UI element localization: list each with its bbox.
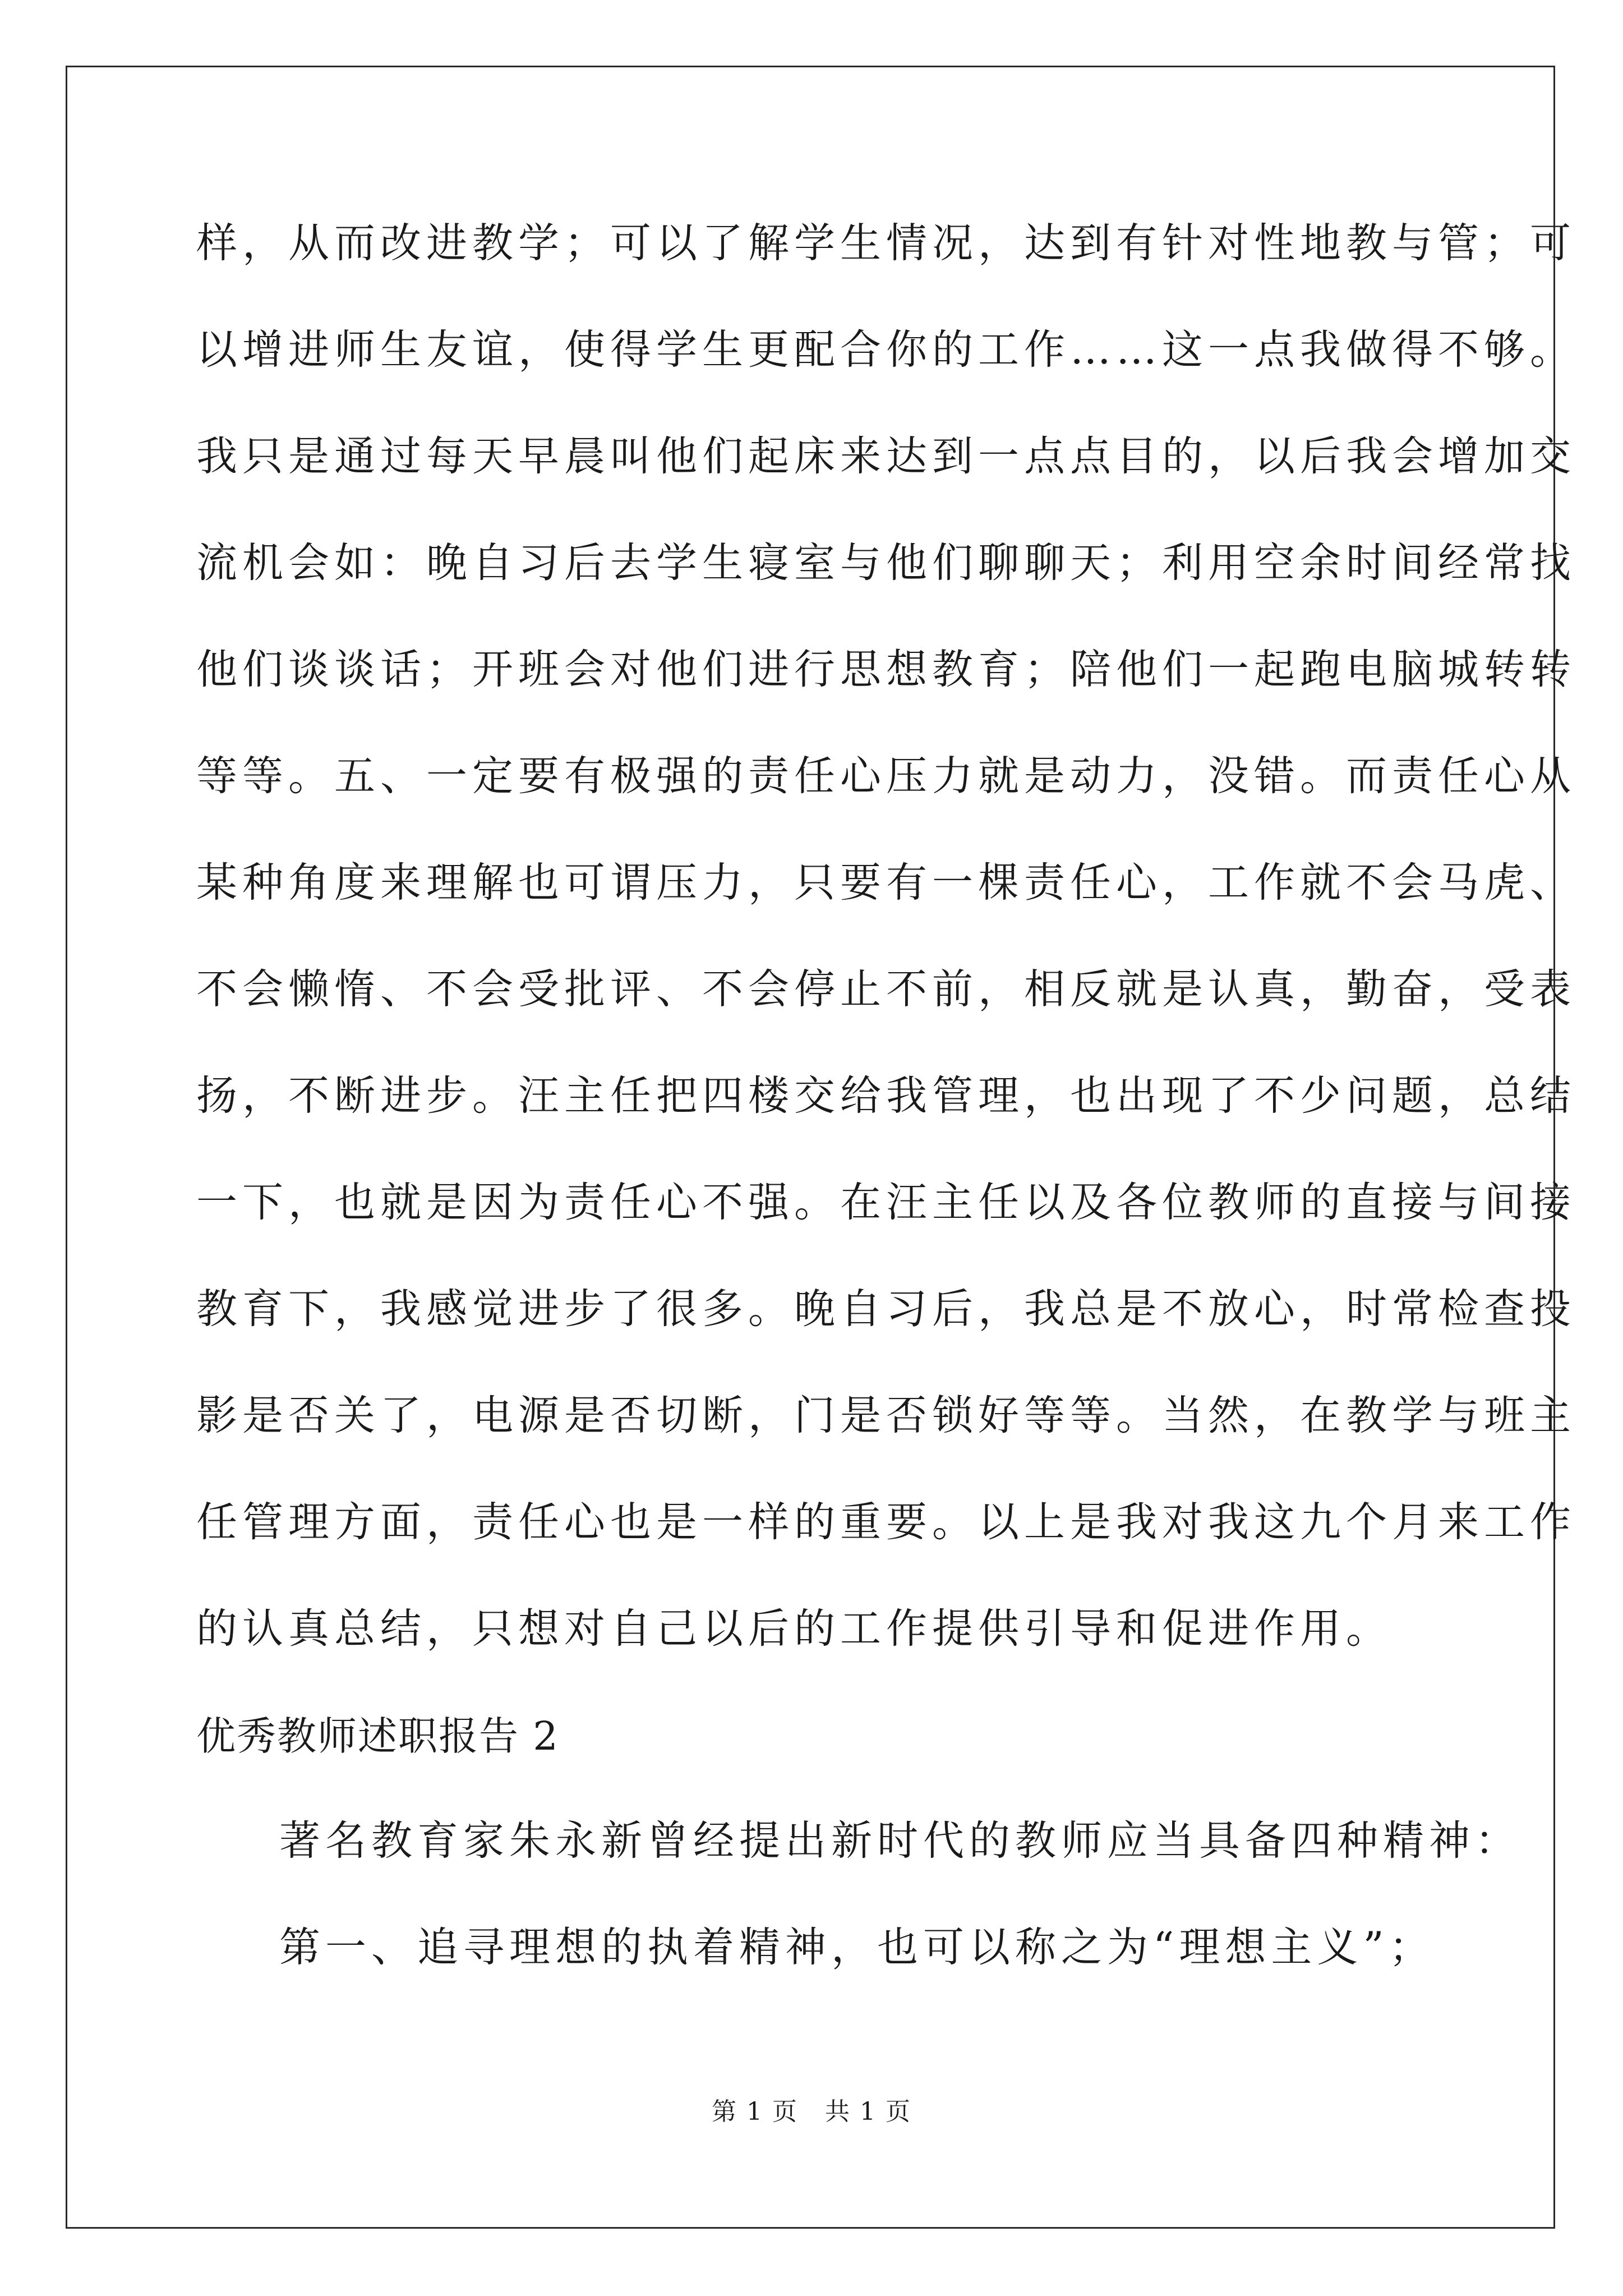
text-line: 某种角度来理解也可谓压力，只要有一棵责任心，工作就不会马虎、 [196, 859, 1576, 907]
paragraph-line: 第一、追寻理想的执着精神，也可以称之为“理想主义”； [279, 1924, 1435, 1971]
text-line: 样，从而改进教学；可以了解学生情况，达到有针对性地教与管；可 [196, 219, 1576, 267]
paragraph-line: 著名教育家朱永新曾经提出新时代的教师应当具备四种精神： [279, 1817, 1521, 1865]
text-line: 扬，不断进步。汪主任把四楼交给我管理，也出现了不少问题，总结 [196, 1072, 1576, 1120]
text-line: 我只是通过每天早晨叫他们起床来达到一点点目的，以后我会增加交 [196, 432, 1576, 480]
text-line: 教育下，我感觉进步了很多。晚自习后，我总是不放心，时常检查投 [196, 1285, 1576, 1333]
text-line: 一下，也就是因为责任心不强。在汪主任以及各位教师的直接与间接 [196, 1179, 1576, 1226]
text-line: 影是否关了，电源是否切断，门是否锁好等等。当然，在教学与班主 [196, 1392, 1576, 1439]
text-line: 的认真总结，只想对自己以后的工作提供引导和促进作用。 [196, 1605, 1392, 1653]
text-line: 任管理方面，责任心也是一样的重要。以上是我对我这九个月来工作 [196, 1498, 1576, 1546]
text-line: 不会懒惰、不会受批评、不会停止不前，相反就是认真，勤奋，受表 [196, 965, 1576, 1013]
text-line: 以增进师生友谊，使得学生更配合你的工作……这一点我做得不够。 [196, 326, 1576, 374]
section-heading: 优秀教师述职报告 2 [196, 1713, 559, 1759]
text-line: 流机会如：晚自习后去学生寝室与他们聊聊天；利用空余时间经常找 [196, 539, 1576, 587]
text-line: 他们谈谈话；开班会对他们进行思想教育；陪他们一起跑电脑城转转 [196, 646, 1576, 693]
page-border [66, 66, 1576, 2229]
page-number-footer: 第 1 页 共 1 页 [712, 2097, 911, 2126]
text-line: 等等。五、一定要有极强的责任心压力就是动力，没错。而责任心从 [196, 752, 1576, 800]
